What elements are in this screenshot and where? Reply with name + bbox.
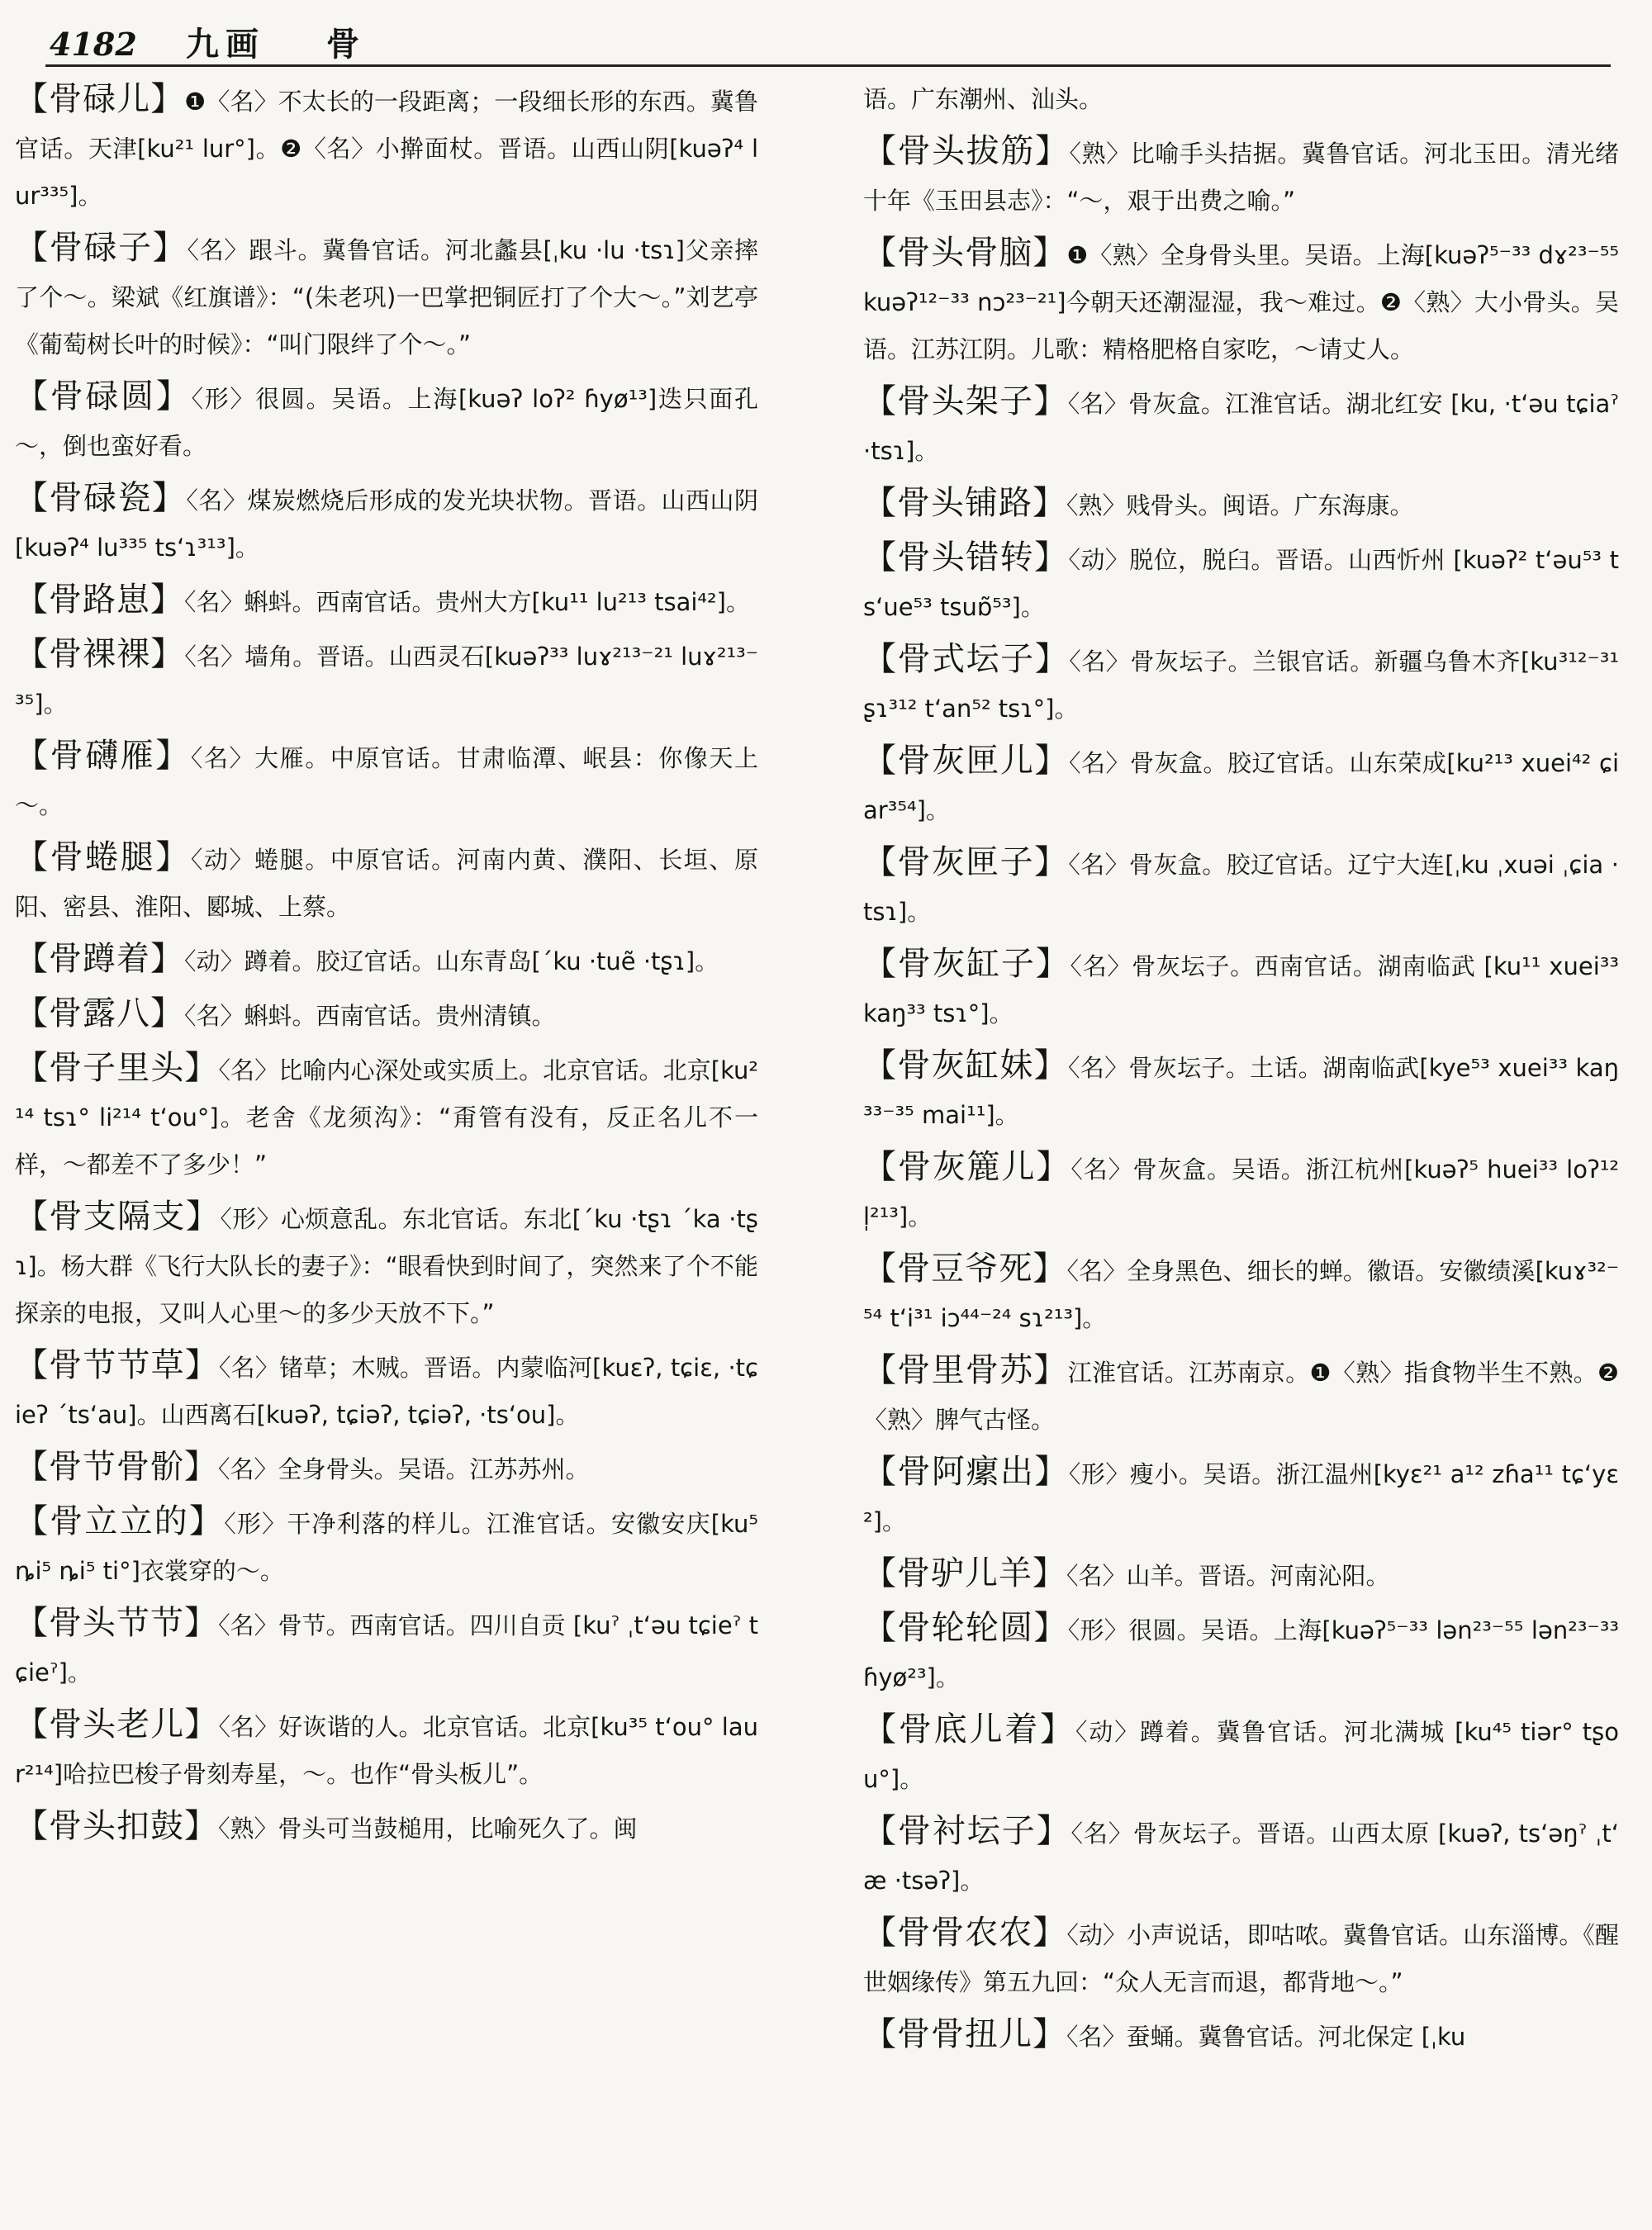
dictionary-entry	[863, 1449, 1619, 1545]
dictionary-entry	[863, 1706, 1619, 1803]
dictionary-entry	[863, 128, 1619, 225]
entry-headword: 【骨礴雁】	[15, 737, 191, 775]
dictionary-entry	[15, 1444, 758, 1493]
entry-definition: 〈名〉墙角。晋语。山西灵石[kuəʔ³³ luɤ²¹³⁻²¹ luɤ²¹³⁻³⁵]。	[15, 643, 758, 718]
entry-definition: 〈动〉蹲着。胶辽官话。山东青岛[ˊku ·tuẽ ·tʂɿ]。	[184, 947, 719, 975]
entry-definition: 〈形〉心烦意乱。东北官话。东北[ˊku ·tʂɿ ˊka ·tʂɿ]。杨大群《飞行大队长的妻子》：“眼看快到时间了，突然来了个不能探亲的电报，又叫人心里～的多少天放不下。”	[15, 1205, 758, 1327]
dictionary-entry	[863, 1550, 1619, 1600]
entry-definition: 〈名〉蝌蚪。西南官话。贵州大方[ku¹¹ lu²¹³ tsai⁴²]。	[184, 588, 750, 616]
entry-headword: 【骨子里头】	[15, 1049, 219, 1087]
entry-headword: 【骨路崽】	[15, 581, 184, 619]
entry-definition: 〈名〉骨灰坛子。晋语。山西太原 [kuəʔ, tsʻəŋˀ ˌtʻæ ·tsəʔ]。	[863, 1820, 1619, 1895]
entry-headword: 【骨骨农农】	[863, 1914, 1067, 1952]
entry-headword: 【骨轮轮圆】	[863, 1609, 1068, 1647]
entry-definition: 〈名〉全身骨头。吴语。江苏苏州。	[218, 1455, 590, 1483]
entry-definition: 〈熟〉骨头可当鼓槌用，比喻死久了。闽	[218, 1815, 638, 1843]
entry-definition: 〈动〉脱位，脱臼。晋语。山西忻州 [kuəʔ² tʻəu⁵³ tsʻue⁵³ tsuɒ̃⁵³]。	[863, 546, 1619, 621]
header-rule	[45, 64, 1611, 67]
entry-definition: 〈名〉骨灰盒。胶辽官话。辽宁大连[ˌku ˌxuəi ˌɕia ·tsɿ]。	[863, 851, 1619, 926]
entry-definition: ❶〈名〉不太长的一段距离；一段细长形的东西。冀鲁官话。天津[ku²¹ lur°]。❷〈名〉小擀面杖。晋语。山西山阴[kuəʔ⁴ lur³³⁵]。	[15, 88, 758, 210]
entry-definition: 〈名〉大雁。中原官话。甘肃临潭、岷县：你像天上～。	[15, 744, 758, 819]
entry-headword: 【骨立立的】	[15, 1502, 225, 1540]
entry-definition: 〈动〉小声说话，即咕哝。冀鲁官话。山东淄博。《醒世姻缘传》第五九回：“众人无言而退，都背地～。”	[863, 1921, 1619, 1996]
entry-definition: 〈名〉骨灰盒。吴语。浙江杭州[kuəʔ⁵ huei³³ loʔ¹² l̩²¹³]。	[863, 1155, 1619, 1231]
entry-definition: 〈名〉骨灰盒。胶辽官话。山东荣成[ku²¹³ xuei⁴² ɕiar³⁵⁴]。	[863, 749, 1619, 824]
entry-headword: 【骨豆爷死】	[863, 1250, 1067, 1288]
page-header	[50, 18, 1619, 68]
dictionary-entry	[15, 1045, 758, 1189]
dictionary-entry	[863, 534, 1619, 631]
entry-definition: ❶〈熟〉全身骨头里。吴语。上海[kuəʔ⁵⁻³³ dɤ²³⁻⁵⁵ kuəʔ¹²⁻³³ nɔ²³⁻²¹]今朝天还潮湿湿，我～难过。❷〈熟〉大小骨头。吴语。江苏江阴。儿歌：精格肥格自家吃，～请丈人。	[863, 241, 1619, 363]
page-number: 4182	[50, 26, 137, 63]
entry-definition: 〈名〉蝌蚪。西南官话。贵州清镇。	[184, 1002, 556, 1030]
entry-definition: 〈动〉蜷腿。中原官话。河南内黄、濮阳、长垣、原阳、密县、淮阳、郾城、上蔡。	[15, 846, 758, 921]
dictionary-entry	[863, 1808, 1619, 1905]
entry-definition: 〈熟〉贱骨头。闽语。广东海康。	[1066, 491, 1414, 520]
entry-headword: 【骨灰缸妹】	[863, 1046, 1068, 1084]
entry-definition: 〈形〉瘦小。吴语。浙江温州[kyɛ²¹ a¹² zɦa¹¹ tɕʻyɛ²]。	[863, 1460, 1619, 1535]
entry-headword: 【骨蹲着】	[15, 940, 184, 978]
dictionary-entry	[863, 1605, 1619, 1701]
dictionary-entry	[863, 1245, 1619, 1342]
entry-definition: 〈名〉骨灰坛子。土话。湖南临武[kye⁵³ xuei³³ kaŋ³³⁻³⁵ mai¹¹]。	[863, 1054, 1619, 1129]
right-column	[863, 76, 1619, 2222]
dictionary-entry	[15, 373, 758, 470]
dictionary-entry	[863, 941, 1619, 1037]
dictionary-entry	[15, 1193, 758, 1337]
dictionary-entry	[15, 631, 758, 728]
entry-headword: 【骨蜷腿】	[15, 838, 191, 876]
entry-definition: 〈名〉骨灰坛子。兰银官话。新疆乌鲁木齐[ku³¹²⁻³¹ ʂɿ³¹² tʻan⁵² tsɿ°]。	[863, 648, 1619, 723]
dictionary-entry	[15, 936, 758, 985]
entry-definition: 〈名〉锗草；木贼。晋语。内蒙临河[kuɛʔ, tɕiɛ, ·tɕieʔ ˊtsʻau]。山西离石[kuəʔ, tɕiəʔ, tɕiəʔ, ·tsʻou]。	[15, 1354, 758, 1429]
entry-definition: 江淮官话。江苏南京。❶〈熟〉指食物半生不熟。❷〈熟〉脾气古怪。	[863, 1359, 1619, 1434]
entry-definition: 语。广东潮州、汕头。	[863, 85, 1104, 113]
entry-headword: 【骨头拔筋】	[863, 132, 1070, 170]
entry-headword: 【骨支隔支】	[15, 1198, 221, 1236]
entry-definition: 〈形〉干净利落的样儿。江淮官话。安徽安庆[ku⁵ ȵi⁵ ȵi⁵ ti°]衣裳穿的～。	[15, 1510, 758, 1585]
entry-definition: 〈名〉骨灰坛子。西南官话。湖南临武 [ku¹¹ xuei³³ kaŋ³³ tsɿ°]。	[863, 952, 1619, 1027]
dictionary-entry	[15, 990, 758, 1040]
entry-definition: 〈名〉山羊。晋语。河南沁阳。	[1066, 1562, 1390, 1590]
dictionary-entry	[15, 1600, 758, 1696]
dictionary-entry	[15, 576, 758, 626]
section-title: 九画	[186, 25, 265, 64]
entry-headword: 【骨阿瘰出】	[863, 1453, 1069, 1491]
entry-definition: 〈动〉蹲着。冀鲁官话。河北满城 [ku⁴⁵ tiər° tʂou°]。	[863, 1718, 1619, 1793]
entry-headword: 【骨碌瓷】	[15, 479, 187, 517]
dictionary-entry	[15, 1498, 758, 1595]
entry-headword: 【骨节节草】	[15, 1346, 219, 1384]
entry-headword: 【骨节骨骱】	[15, 1448, 218, 1486]
entry-headword: 【骨里骨苏】	[863, 1351, 1068, 1389]
entry-definition: 〈形〉很圆。吴语。上海[kuəʔ⁵⁻³³ lən²³⁻⁵⁵ lən²³⁻³³ ɦyø²³]。	[863, 1616, 1619, 1691]
entry-definition: 〈名〉蚕蛹。冀鲁官话。河北保定 [ˌku	[1066, 2023, 1466, 2051]
dictionary-entry	[863, 1347, 1619, 1444]
entry-headword: 【骨头骨脑】	[863, 234, 1067, 272]
dictionary-entry	[15, 733, 758, 829]
entry-definition: 〈名〉煤炭燃烧后形成的发光块状物。晋语。山西山阴[kuəʔ⁴ lu³³⁵ tsʻɿ³¹³]。	[15, 486, 758, 562]
dictionary-entry	[863, 738, 1619, 834]
entry-definition: 〈形〉很圆。吴语。上海[kuəʔ loʔ² ɦyø¹³]迭只面孔～，倒也蛮好看。	[15, 385, 758, 460]
entry-headword: 【骨头老儿】	[15, 1706, 219, 1744]
entry-headword: 【骨碌子】	[15, 229, 188, 267]
entry-headword: 【骨灰匣儿】	[863, 742, 1069, 780]
dictionary-entry	[863, 2011, 1619, 2061]
entry-headword: 【骨灰缸子】	[863, 945, 1070, 983]
entry-headword: 【骨骨扭儿】	[863, 2015, 1066, 2053]
entry-headword: 【骨头节节】	[15, 1604, 219, 1642]
entry-definition: 〈名〉骨灰盒。江淮官话。湖北红安 [ku, ·tʻəu tɕiaˀ ·tsɿ]。	[863, 390, 1619, 465]
entry-headword: 【骨式坛子】	[863, 640, 1070, 678]
dictionary-entry	[15, 76, 758, 220]
dictionary-entry	[863, 839, 1619, 936]
entry-headword: 【骨衬坛子】	[863, 1812, 1071, 1850]
entry-definition: 〈名〉骨节。西南官话。四川自贡 [kuˀ ˌtʻəu tɕieˀ tɕieˀ]。	[15, 1611, 758, 1687]
entry-definition: 〈名〉比喻内心深处或实质上。北京官话。北京[ku²¹⁴ tsɿ° li²¹⁴ tʻou°]。老舍《龙须沟》：“甭管有没有，反正名儿不一样，～都差不了多少！”	[15, 1056, 758, 1179]
entry-headword: 【骨头错转】	[863, 539, 1069, 576]
dictionary-entry	[863, 480, 1619, 529]
entry-headword: 【骨碌儿】	[15, 80, 185, 118]
entry-headword: 【骨驴儿羊】	[863, 1554, 1066, 1592]
dictionary-entry	[15, 834, 758, 931]
dictionary-entry	[863, 76, 1619, 123]
dictionary-entry	[863, 1910, 1619, 2006]
dictionary-entry	[863, 230, 1619, 373]
entry-headword: 【骨碌圆】	[15, 377, 192, 415]
entry-definition: 〈名〉好诙谐的人。北京官话。北京[ku³⁵ tʻou° laur²¹⁴]哈拉巴梭子骨刻寿星，～。也作“骨头板儿”。	[15, 1713, 758, 1788]
left-column	[15, 76, 758, 2222]
entry-headword: 【骨底儿着】	[863, 1710, 1076, 1748]
dictionary-entry	[863, 636, 1619, 733]
dictionary-entry	[15, 1342, 758, 1439]
dictionary-entry	[863, 378, 1619, 475]
entry-definition: 〈名〉跟斗。冀鲁官话。河北蠡县[ˌku ·lu ·tsɿ]父亲摔了个～。梁斌《红旗谱》：“(朱老巩)一巴掌把铜匠打了个大～。”刘艺亭《葡萄树长叶的时候》：“叫门限绊了个～。”	[15, 236, 758, 358]
dictionary-entry	[15, 1701, 758, 1798]
dictionary-entry	[863, 1144, 1619, 1241]
entry-headword: 【骨头铺路】	[863, 484, 1066, 522]
radical-label: 骨	[326, 25, 359, 64]
dictionary-entry	[863, 1042, 1619, 1139]
entry-headword: 【骨灰簏儿】	[863, 1148, 1071, 1186]
entry-headword: 【骨灰匣子】	[863, 843, 1069, 881]
entry-headword: 【骨头扣鼓】	[15, 1807, 218, 1845]
entry-headword: 【骨头架子】	[863, 382, 1068, 420]
entry-definition: 〈熟〉比喻手头拮据。冀鲁官话。河北玉田。清光绪十年《玉田县志》：“～，艰于出费之喻。”	[863, 140, 1619, 215]
entry-headword: 【骨裸裸】	[15, 635, 185, 673]
dictionary-entry	[15, 475, 758, 572]
dictionary-entry	[15, 1803, 758, 1853]
dictionary-entry	[15, 225, 758, 368]
entry-definition: 〈名〉全身黑色、细长的蝉。徽语。安徽绩溪[kuɤ³²⁻⁵⁴ tʻi³¹ iɔ⁴⁴⁻²⁴ sɿ²¹³]。	[863, 1257, 1619, 1332]
entry-headword: 【骨露八】	[15, 994, 184, 1032]
